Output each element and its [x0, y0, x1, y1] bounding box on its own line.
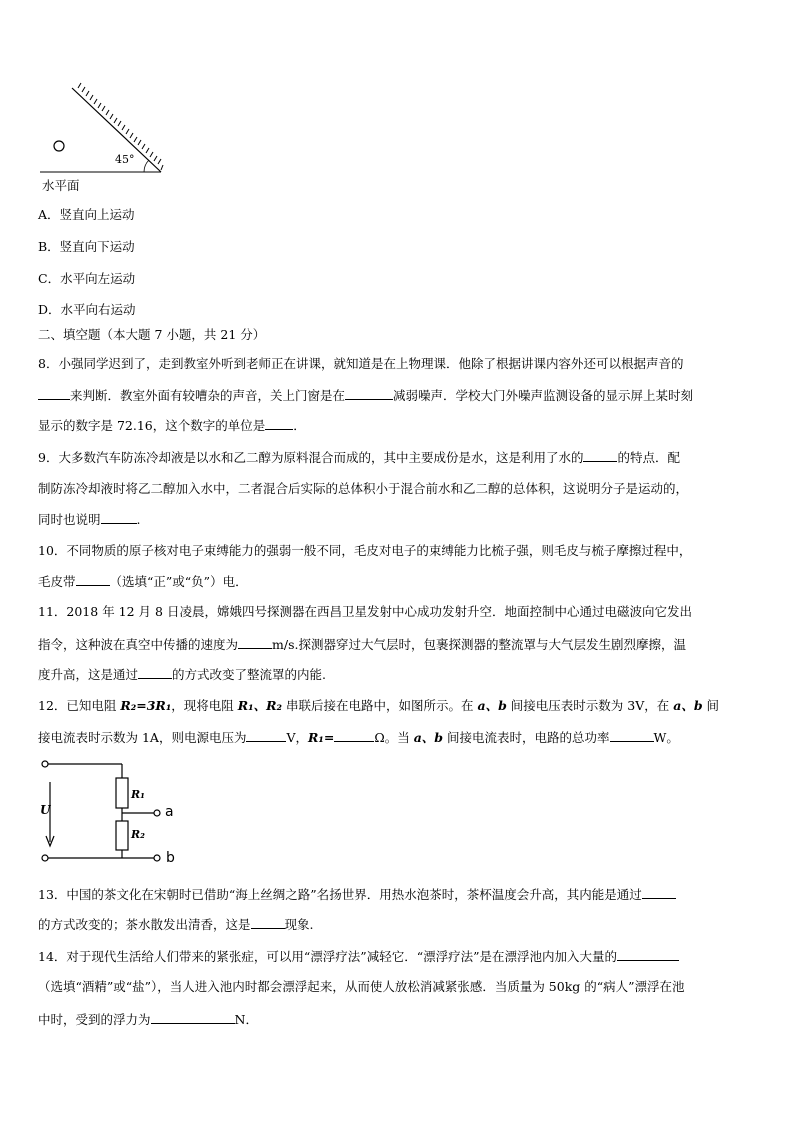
q14-blank2[interactable] — [151, 1011, 235, 1024]
q11-blank2[interactable] — [138, 666, 172, 679]
q8-blank1[interactable] — [38, 387, 70, 400]
terminal-top-left — [42, 761, 48, 767]
mirror-figure — [40, 80, 180, 180]
q9-line3: 同时也说明 . — [38, 512, 141, 527]
q10-line2: 毛皮带 （选填“正”或“负”）电． — [38, 574, 248, 589]
q10-line1: 10．不同物质的原子核对电子束缚能力的强弱一般不同，毛皮对电子的束缚能力比梳子强，则毛皮与梳子摩擦过程中， — [38, 543, 692, 558]
q13-blank1[interactable] — [642, 886, 676, 899]
q13-blank2[interactable] — [251, 916, 285, 929]
ground-label: 水平面 — [42, 178, 80, 193]
label-r1: R₁ — [131, 788, 145, 801]
label-b: b — [166, 850, 175, 866]
q8-blank2[interactable] — [345, 387, 393, 400]
q11-line2: 指令，这种波在真空中传播的速度为 m/s.探测器穿过大气层时，包裹探测器的整流罩与大气层发生剧烈摩擦，温 — [38, 637, 686, 652]
terminal-a — [154, 810, 160, 816]
option-b: B．竖直向下运动 — [38, 239, 135, 254]
angle-label: 45° — [115, 153, 135, 166]
option-a: A．竖直向上运动 — [38, 207, 135, 222]
ball-icon — [54, 141, 64, 151]
q9-line1: 9．大多数汽车防冻冷却液是以水和乙二醇为原料混合而成的，其中主要成份是水，这是利用了水的 的特点．配 — [38, 450, 680, 465]
option-c: C．水平向左运动 — [38, 271, 136, 286]
q12-line1: 12．已知电阻 R₂=3R₁，现将电阻 R₁、R₂ 串联后接在电路中，如图所示。在 a、b 间接电压表时示数为 3V，在 a、b 间 — [38, 698, 720, 713]
circuit-diagram — [36, 760, 186, 870]
q12-blank3[interactable] — [610, 729, 654, 742]
q14-line1: 14．对于现代生活给人们带来的紧张症，可以用“漂浮疗法”减轻它．“漂浮疗法”是在漂浮池内加入大量的 — [38, 948, 679, 965]
q8-line3: 显示的数字是 72.16，这个数字的单位是 ． — [38, 418, 306, 433]
q13-line1: 13．中国的茶文化在宋朝时已借助“海上丝绸之路”名扬世界．用热水泡茶时，茶杯温度会升高，其内能是通过 — [38, 886, 676, 903]
q12-blank1[interactable] — [246, 729, 286, 742]
q14-blank1[interactable] — [617, 948, 679, 961]
terminal-b — [154, 855, 160, 861]
q14-line3: 中时，受到的浮力为 N． — [38, 1012, 258, 1027]
q8-line1: 8．小强同学迟到了，走到教室外听到老师正在讲课，就知道是在上物理课．他除了根据讲课内容外还可以根据声音的 — [38, 356, 684, 371]
resistor-r2 — [116, 821, 128, 850]
q11-blank1[interactable] — [238, 636, 272, 649]
angle-arc — [144, 160, 149, 172]
q13-line2: 的方式改变的；茶水散发出清香，这是 现象. — [38, 917, 314, 932]
q8-blank3[interactable] — [265, 417, 293, 430]
q11-line3: 度升高，这是通过 的方式改变了整流罩的内能. — [38, 667, 326, 682]
label-a: a — [165, 804, 174, 820]
q9-blank1[interactable] — [583, 449, 617, 462]
terminal-bottom-left — [42, 855, 48, 861]
resistor-r1 — [116, 778, 128, 808]
q12-blank2[interactable] — [334, 729, 374, 742]
q14-line2: （选填“酒精”或“盐”），当人进入池内时都会漂浮起来，从而使人放松消减紧张感．当质量为 50kg 的“病人”漂浮在池 — [38, 979, 685, 994]
q9-line2: 制防冻冷却液时将乙二醇加入水中，二者混合后实际的总体积小于混合前水和乙二醇的总体积，这说明分子是运动的， — [38, 481, 689, 496]
label-r2: R₂ — [131, 828, 145, 841]
section-heading: 二、填空题（本大题 7 小题，共 21 分） — [38, 327, 266, 342]
q8-line2: 来判断．教室外面有较嘈杂的声音，关上门窗是在 减弱噪声．学校大门外噪声监测设备的显示屏上某时刻 — [38, 387, 693, 404]
q11-line1: 11．2018 年 12 月 8 日凌晨，嫦娥四号探测器在西昌卫星发射中心成功发射升空．地面控制中心通过电磁波向它发出 — [38, 604, 692, 619]
label-u: U — [40, 803, 51, 817]
q10-blank1[interactable] — [76, 573, 110, 586]
option-d: D．水平向右运动 — [38, 302, 136, 317]
q12-line2: 接电流表时示数为 1A，则电源电压为 V，R₁= Ω。当 a、b 间接电流表时，电路的总功率 W。 — [38, 730, 679, 745]
q9-blank2[interactable] — [101, 511, 137, 524]
